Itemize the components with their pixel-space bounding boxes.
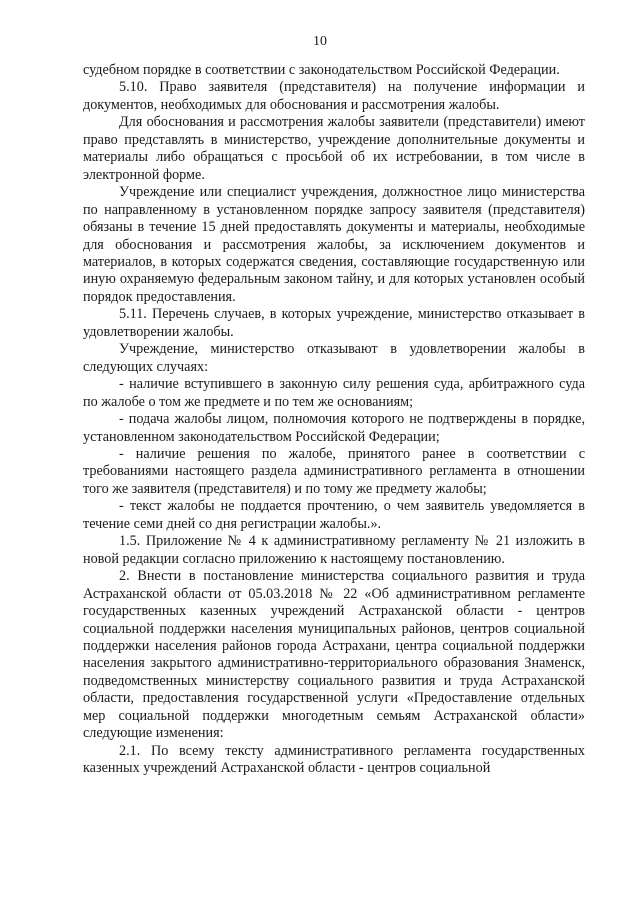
paragraph-1-5: 1.5. Приложение № 4 к административному регламенту № 21 изложить в новой редакции согласно приложению к настоящему постановлению. — [83, 533, 585, 567]
paragraph-obligations: Учреждение или специалист учреждения, должностное лицо министерства по направленному в установленном порядке запросу заявителя (представителя) обязаны в течение 15 дней предоставлять документы и материалы, необходимые для обоснования и рассмотрения жалобы, за исключением документов и материалов, в которых содержатся сведения, составляющие государственную или иную охраняемую федеральным законом тайну, и для которых установлен особый порядок предоставления. — [83, 184, 585, 305]
list-item-prior-decision: - наличие решения по жалобе, принятого ранее в соответствии с требованиями настоящего раздела административного регламента в отношении того же заявителя (представителя) и по тому же предмету жалобы; — [83, 445, 585, 497]
paragraph-rights: Для обоснования и рассмотрения жалобы заявители (представители) имеют право представлять в министерство, учреждение дополнительные документы и материалы либо обращаться с просьбой об их истребовании, в том числе в электронной форме. — [83, 114, 585, 183]
list-item-no-authority: - подача жалобы лицом, полномочия которого не подтверждены в порядке, установленном законодательством Российской Федерации; — [83, 411, 585, 445]
document-body — [83, 62, 585, 778]
paragraph-5-11-heading: 5.11. Перечень случаев, в которых учреждение, министерство отказывает в удовлетворении жалобы. — [83, 306, 585, 340]
paragraph-5-10-heading: 5.10. Право заявителя (представителя) на получение информации и документов, необходимых для обоснования и рассмотрения жалобы. — [83, 79, 585, 113]
paragraph-continuation: судебном порядке в соответствии с законодательством Российской Федерации. — [83, 62, 560, 78]
paragraph-2-1: 2.1. По всему тексту административного регламента государственных казенных учреждений Астраханской области - центров социальной — [83, 742, 585, 777]
paragraph-2: 2. Внести в постановление министерства социального развития и труда Астраханской области от 05.03.2018 № 22 «Об административном регламенте государственных казенных учреждений Астраханской области - центров социальной поддержки населения муниципальных районов, центров социальной поддержки населения районов города Астрахани, центра социальной поддержки населения закрытого административно-территориального образования Знаменск, подведомственных министерству социального развития и труда Астраханской области, предоставления государственной услуги «Предоставление отдельных мер социальной поддержки многодетным семьям Астраханской области» следующие изменения: — [83, 568, 585, 742]
page-number: 10 — [313, 34, 327, 49]
paragraph-refusal-intro: Учреждение, министерство отказывают в удовлетворении жалобы в следующих случаях: — [83, 341, 585, 375]
list-item-court-decision: - наличие вступившего в законную силу решения суда, арбитражного суда по жалобе о том же предмете и по тем же основаниям; — [83, 376, 585, 410]
list-item-unreadable: - текст жалобы не поддается прочтению, о чем заявитель уведомляется в течение семи дней со дня регистрации жалобы.». — [83, 498, 585, 532]
